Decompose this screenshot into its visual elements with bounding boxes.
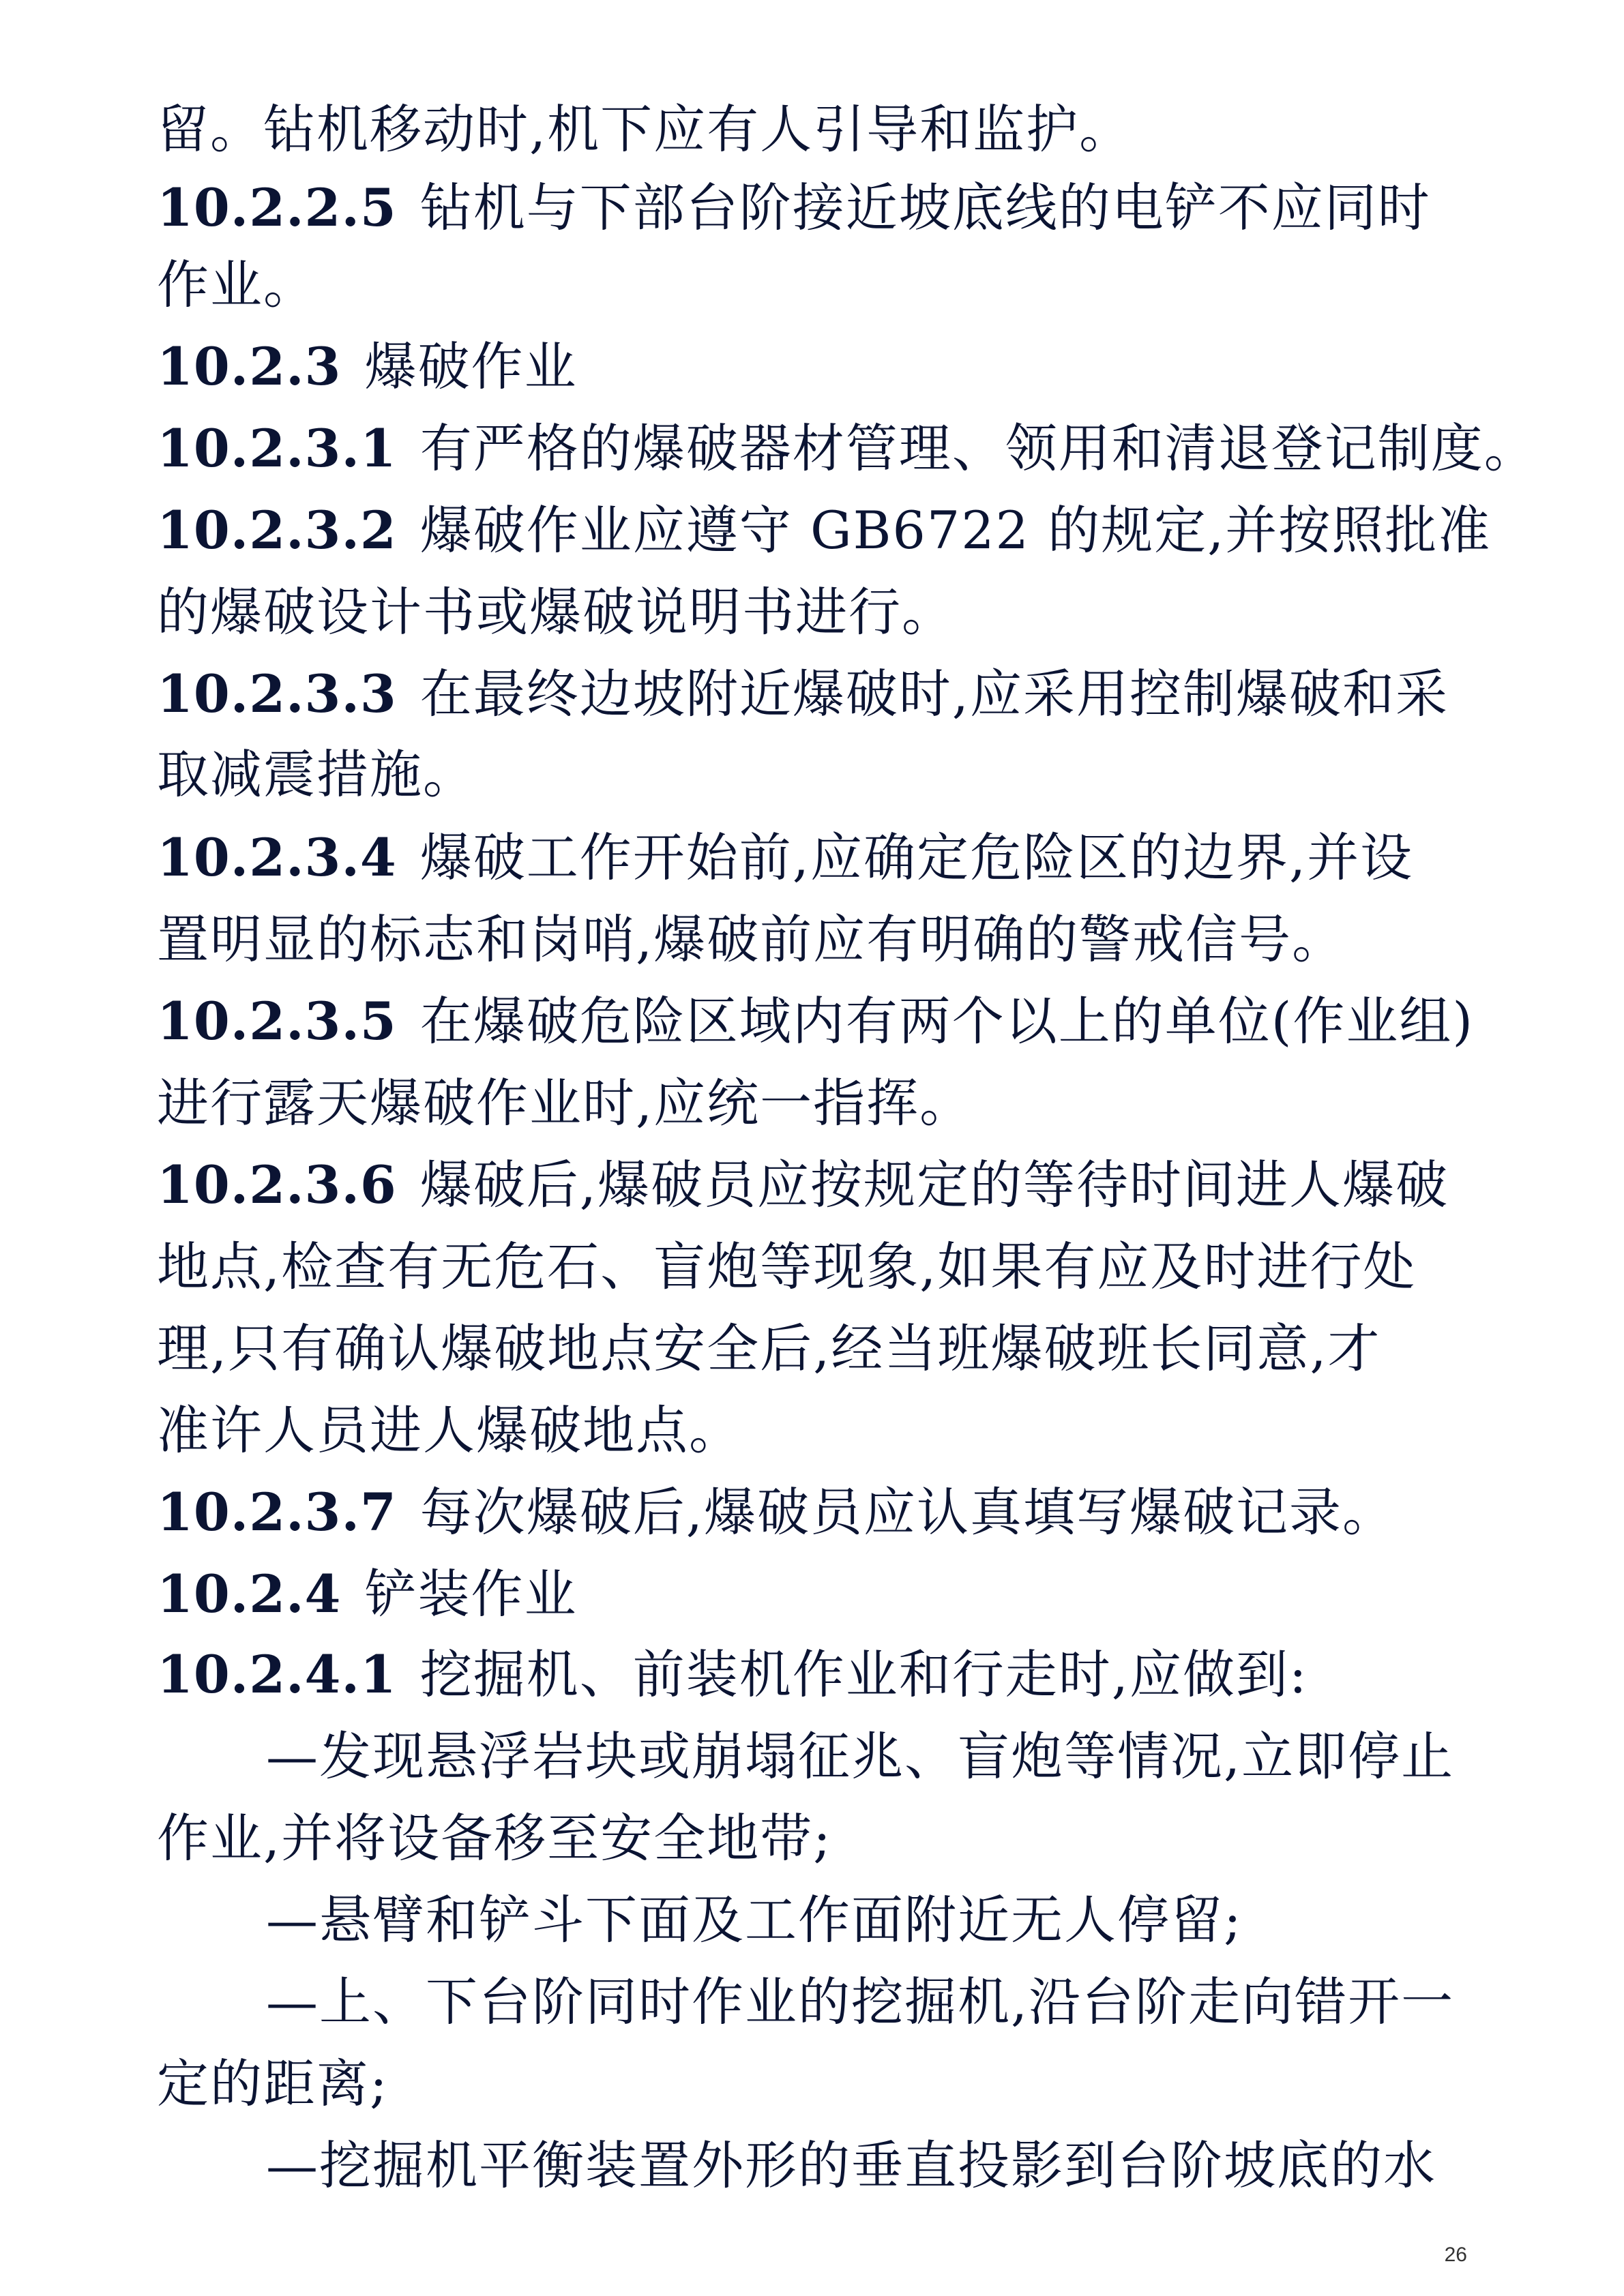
line-text: 在最终边坡附近爆破时,应采用控制爆破和采	[419, 664, 1449, 724]
section-line	[157, 1151, 1449, 1219]
line-text: 理,只有确认爆破地点安全后,经当班爆破班长同意,才	[157, 1318, 1381, 1379]
line-text: 钻机与下部台阶接近坡底线的电铲不应同时	[419, 177, 1431, 238]
section-number: 10.2.4.1	[157, 1644, 397, 1705]
section-line	[157, 987, 1474, 1056]
line-text: 作业。	[157, 254, 316, 315]
line-text: 爆破工作开始前,应确定危险区的边界,并设	[419, 827, 1414, 888]
section-number: 10.2.3.2	[157, 500, 397, 561]
line-text: —上、下台阶同时作业的挖掘机,沿台阶走向错开一	[266, 1971, 1455, 2032]
line-text: 每次爆破后,爆破员应认真填写爆破记录。	[419, 1482, 1396, 1542]
text-line	[157, 1069, 973, 1137]
section-number: 10.2.3.4	[157, 827, 397, 888]
line-text: 爆破作业	[364, 336, 578, 397]
line-text: 定的距离;	[157, 2053, 389, 2114]
section-number: 10.2.4	[157, 1564, 342, 1624]
page-number: 26	[1444, 2243, 1467, 2266]
line-text: 的爆破设计书或爆破说明书进行。	[157, 582, 955, 642]
line-text: 进行露天爆破作业时,应统一指挥。	[157, 1073, 973, 1133]
section-number: 10.2.3.7	[157, 1482, 397, 1542]
line-text: 有严格的爆破器材管理、领用和清退登记制度。	[419, 418, 1537, 479]
line-text: 准许人员进人爆破地点。	[157, 1400, 742, 1461]
line-text: 作业,并将设备移至安全地带;	[157, 1808, 832, 1868]
section-number: 10.2.3.6	[157, 1154, 397, 1215]
section-heading	[157, 1560, 577, 1628]
text-line	[157, 95, 1132, 164]
text-line	[157, 251, 316, 319]
section-number: 10.2.3.5	[157, 991, 397, 1052]
text-line	[157, 1397, 742, 1465]
list-item	[266, 2132, 1436, 2200]
section-line	[157, 824, 1413, 892]
line-text: 爆破作业应遵守 GB6722 的规定,并按照批准	[419, 500, 1492, 561]
line-text: —挖掘机平衡装置外形的垂直投影到台阶坡底的水	[266, 2135, 1436, 2196]
text-line	[157, 906, 1345, 974]
section-line	[157, 1478, 1396, 1547]
line-text: —悬臂和铲斗下面及工作面附近无人停留;	[266, 1890, 1243, 1950]
section-number: 10.2.3	[157, 336, 342, 397]
line-text: 留。钻机移动时,机下应有人引导和监护。	[157, 99, 1133, 160]
text-line	[157, 741, 476, 809]
line-text: 铲装作业	[364, 1564, 578, 1624]
text-line	[157, 1233, 1416, 1301]
text-line	[157, 2050, 389, 2118]
section-line	[157, 660, 1449, 728]
section-line	[157, 496, 1491, 565]
line-text: —发现悬浮岩块或崩塌征兆、盲炮等情况,立即停止	[266, 1726, 1455, 1787]
line-text: 取减震措施。	[157, 744, 476, 805]
line-text: 爆破后,爆破员应按规定的等待时间进人爆破	[419, 1154, 1449, 1215]
section-number: 10.2.2.5	[157, 177, 397, 238]
section-number: 10.2.3.1	[157, 418, 397, 479]
section-heading	[157, 333, 577, 401]
section-line	[157, 174, 1431, 242]
section-line	[157, 1641, 1308, 1709]
line-text: 在爆破危险区域内有两个以上的单位(作业组)	[419, 991, 1475, 1052]
line-text: 置明显的标志和岗哨,爆破前应有明确的警戒信号。	[157, 909, 1346, 970]
text-line	[157, 578, 955, 646]
line-text: 地点,检查有无危石、盲炮等现象,如果有应及时进行处	[157, 1236, 1417, 1297]
list-item	[266, 1886, 1243, 1954]
list-item	[266, 1968, 1454, 2036]
text-line	[157, 1315, 1381, 1383]
text-line	[157, 1804, 832, 1873]
section-number: 10.2.3.3	[157, 664, 397, 724]
section-line	[157, 415, 1537, 483]
line-text: 挖掘机、前装机作业和行走时,应做到:	[419, 1644, 1308, 1705]
list-item	[266, 1723, 1454, 1791]
